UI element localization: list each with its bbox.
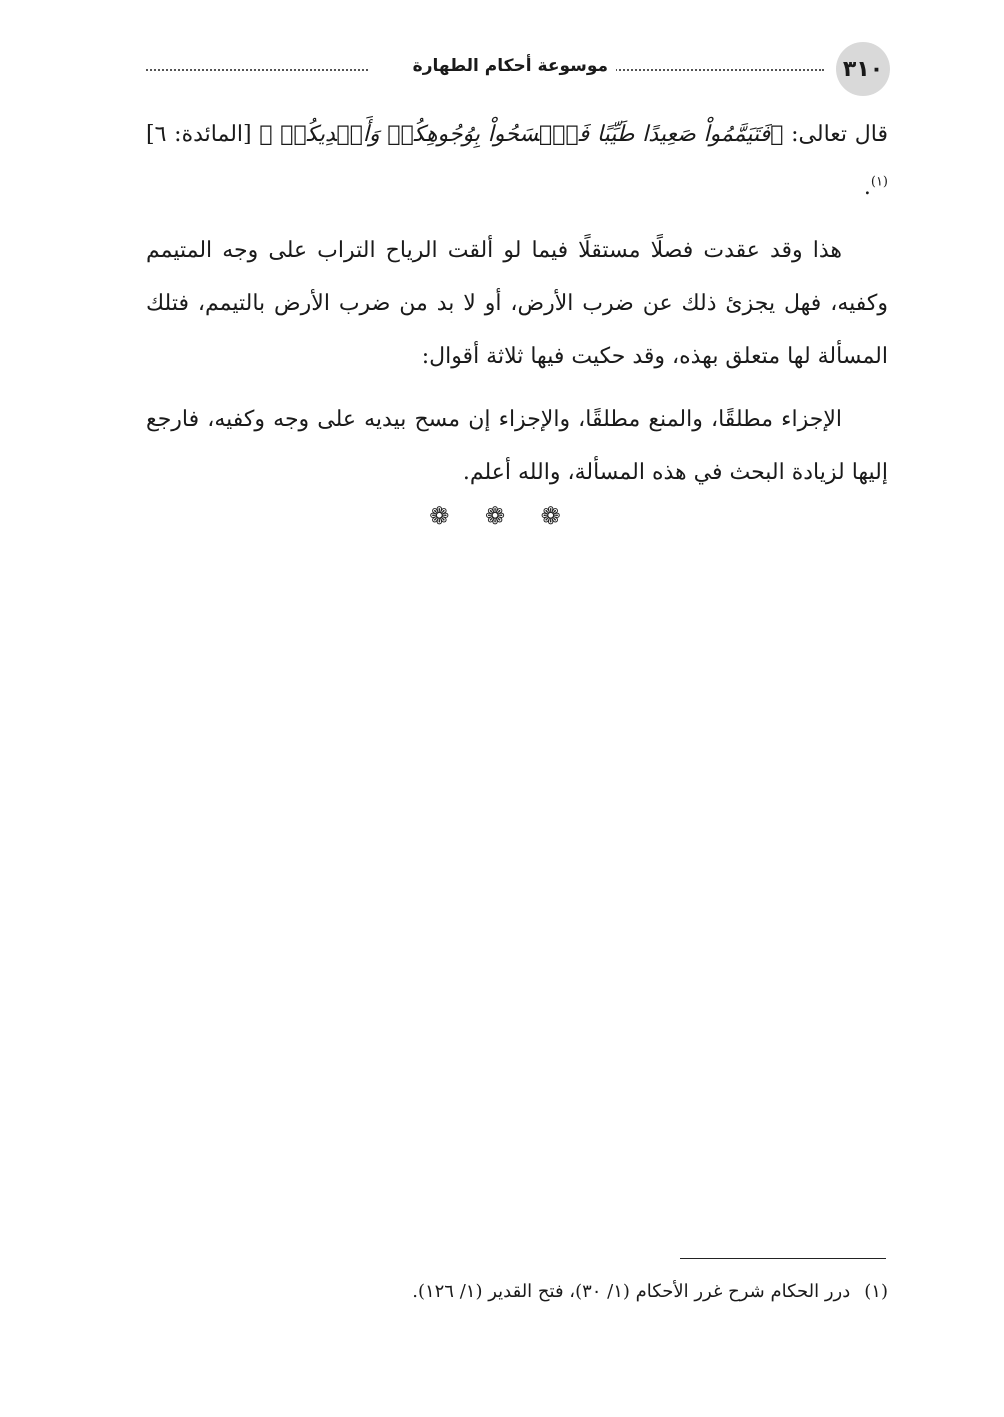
- verse-end-period: .: [863, 175, 871, 200]
- section-end-ornament: ❁ ❁ ❁: [429, 502, 575, 530]
- footnote-text: درر الحكام شرح غرر الأحكام (١/ ٣٠)، فتح القدير (١/ ١٢٦).: [412, 1281, 851, 1302]
- paragraph: الإجزاء مطلقًا، والمنع مطلقًا، والإجزاء إن مسح بيديه على وجه وكفيه، فارجع إليها لزيادة البحث في هذه المسألة، والله أعلم.: [146, 407, 888, 485]
- header-dotted-rule-left: [146, 69, 368, 71]
- footnote-marker: (١): [870, 174, 888, 190]
- quran-verse: ﴿فَتَيَمَّمُواْ صَعِيدًا طَيِّبًا فَٱمۡسَحُواْ بِوُجُوهِكُمۡ وَأَيۡدِيكُمۡ ﴾: [259, 122, 784, 147]
- main-text: [146, 108, 888, 499]
- header-title: موسوعة أحكام الطهارة: [405, 56, 616, 76]
- footnote: [300, 1276, 888, 1308]
- footnote-number: (١): [864, 1281, 888, 1302]
- footnote-separator: [680, 1258, 886, 1259]
- page-number-badge: ٣١٠: [836, 42, 890, 96]
- verse-reference: [المائدة: ٦]: [146, 122, 260, 147]
- verse-intro: قال تعالى:: [783, 122, 888, 147]
- verse-line: [146, 108, 888, 214]
- running-header: [146, 42, 890, 96]
- paragraph: هذا وقد عقدت فصلًا مستقلًا فيما لو ألقت الرياح التراب على وجه المتيمم وكفيه، فهل يجزئ ذلك عن ضرب الأرض، أو لا بد من ضرب الأرض بالتيمم، فتلك المسألة لها متعلق بهذه، وقد حكيت فيها ثلاثة أقوال:: [146, 238, 888, 369]
